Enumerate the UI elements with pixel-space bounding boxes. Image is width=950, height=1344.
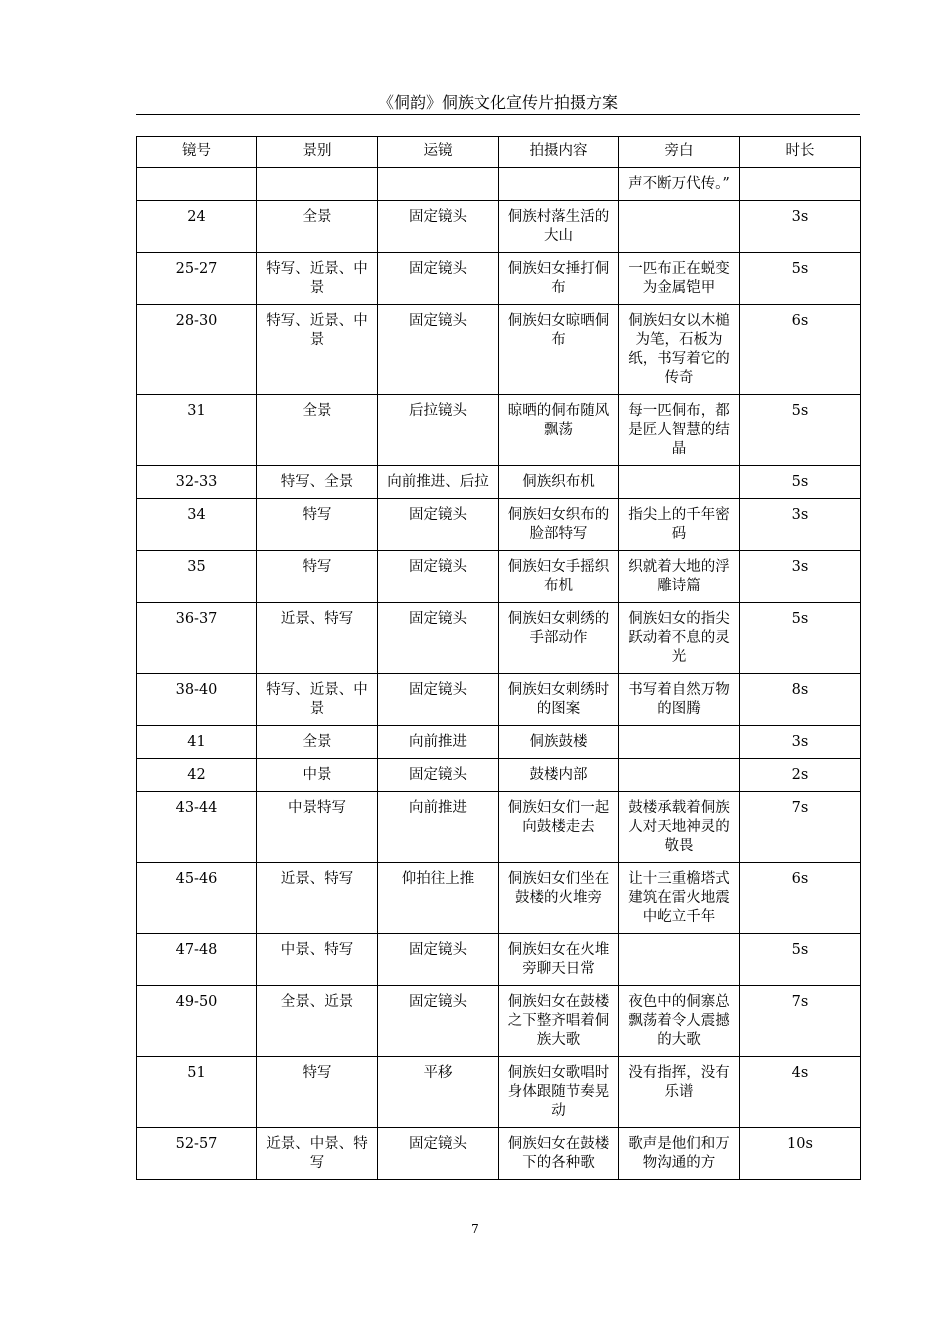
cell-content: 晾晒的侗布随风飘荡 (499, 395, 619, 466)
cell-duration: 7s (740, 792, 861, 863)
cell-content: 侗族妇女们一起向鼓楼走去 (499, 792, 619, 863)
cell-shot-number: 32-33 (137, 466, 257, 499)
cell-narration: 没有指挥，没有乐谱 (619, 1057, 740, 1128)
cell-content: 侗族妇女手摇织布机 (499, 551, 619, 603)
cell-shot-number: 31 (137, 395, 257, 466)
cell-camera-movement: 固定镜头 (378, 934, 499, 986)
column-header-camera-movement: 运镜 (378, 137, 499, 168)
table-row (137, 253, 861, 305)
cell-camera-movement (378, 168, 499, 201)
cell-shot-size: 近景、中景、特写 (257, 1128, 378, 1180)
cell-duration: 3s (740, 551, 861, 603)
cell-duration: 5s (740, 603, 861, 674)
cell-shot-number: 43-44 (137, 792, 257, 863)
cell-content: 侗族妇女捶打侗布 (499, 253, 619, 305)
cell-shot-size: 全景 (257, 726, 378, 759)
cell-camera-movement: 固定镜头 (378, 551, 499, 603)
cell-duration: 10s (740, 1128, 861, 1180)
cell-camera-movement: 向前推进 (378, 792, 499, 863)
cell-content: 侗族妇女刺绣的手部动作 (499, 603, 619, 674)
cell-shot-number: 41 (137, 726, 257, 759)
cell-content: 鼓楼内部 (499, 759, 619, 792)
cell-duration: 6s (740, 863, 861, 934)
table-row (137, 1128, 861, 1180)
table-row (137, 395, 861, 466)
cell-narration: 声不断万代传。” (619, 168, 740, 201)
table-row (137, 986, 861, 1057)
cell-narration (619, 201, 740, 253)
cell-camera-movement: 固定镜头 (378, 674, 499, 726)
cell-narration: 让十三重檐塔式建筑在雷火地震中屹立千年 (619, 863, 740, 934)
cell-duration: 5s (740, 466, 861, 499)
cell-shot-size: 全景、近景 (257, 986, 378, 1057)
cell-content (499, 168, 619, 201)
table-row (137, 305, 861, 395)
cell-narration: 每一匹侗布，都是匠人智慧的结晶 (619, 395, 740, 466)
cell-camera-movement: 固定镜头 (378, 759, 499, 792)
cell-duration (740, 168, 861, 201)
cell-shot-size: 中景 (257, 759, 378, 792)
cell-content: 侗族妇女刺绣时的图案 (499, 674, 619, 726)
column-header-duration: 时长 (740, 137, 861, 168)
cell-shot-size: 近景、特写 (257, 863, 378, 934)
cell-camera-movement: 固定镜头 (378, 201, 499, 253)
table-row (137, 863, 861, 934)
cell-duration: 5s (740, 395, 861, 466)
cell-narration: 指尖上的千年密码 (619, 499, 740, 551)
table-row (137, 934, 861, 986)
cell-narration: 侗族妇女的指尖跃动着不息的灵光 (619, 603, 740, 674)
cell-shot-size: 全景 (257, 201, 378, 253)
cell-content: 侗族村落生活的大山 (499, 201, 619, 253)
table-row (137, 168, 861, 201)
page-number: 7 (471, 1222, 479, 1236)
cell-duration: 3s (740, 201, 861, 253)
cell-camera-movement: 平移 (378, 1057, 499, 1128)
cell-camera-movement: 固定镜头 (378, 603, 499, 674)
table-row (137, 726, 861, 759)
cell-shot-size: 特写 (257, 1057, 378, 1128)
cell-content: 侗族妇女织布的脸部特写 (499, 499, 619, 551)
table-body (137, 168, 861, 1180)
table-row (137, 551, 861, 603)
cell-content: 侗族妇女晾晒侗布 (499, 305, 619, 395)
column-header-content: 拍摄内容 (499, 137, 619, 168)
cell-camera-movement: 向前推进、后拉 (378, 466, 499, 499)
cell-shot-number: 25-27 (137, 253, 257, 305)
cell-narration: 鼓楼承载着侗族人对天地神灵的敬畏 (619, 792, 740, 863)
cell-narration: 侗族妇女以木槌为笔，石板为纸，书写着它的传奇 (619, 305, 740, 395)
table-header-row (137, 137, 861, 168)
cell-camera-movement: 仰拍往上推 (378, 863, 499, 934)
table-row (137, 201, 861, 253)
cell-shot-size: 中景、特写 (257, 934, 378, 986)
cell-camera-movement: 固定镜头 (378, 986, 499, 1057)
cell-narration (619, 759, 740, 792)
cell-narration: 织就着大地的浮雕诗篇 (619, 551, 740, 603)
cell-content: 侗族妇女歌唱时身体跟随节奏晃动 (499, 1057, 619, 1128)
cell-narration (619, 934, 740, 986)
cell-shot-size: 中景特写 (257, 792, 378, 863)
cell-shot-number: 28-30 (137, 305, 257, 395)
cell-duration: 4s (740, 1057, 861, 1128)
shooting-plan-table (136, 136, 861, 1180)
column-header-narration: 旁白 (619, 137, 740, 168)
cell-content: 侗族妇女在鼓楼下的各种歌 (499, 1128, 619, 1180)
cell-content: 侗族织布机 (499, 466, 619, 499)
cell-shot-size: 特写、近景、中景 (257, 305, 378, 395)
cell-duration: 6s (740, 305, 861, 395)
table-row (137, 499, 861, 551)
cell-shot-size: 特写、近景、中景 (257, 253, 378, 305)
cell-camera-movement: 固定镜头 (378, 253, 499, 305)
cell-duration: 3s (740, 499, 861, 551)
cell-narration: 书写着自然万物的图腾 (619, 674, 740, 726)
table-row (137, 1057, 861, 1128)
cell-content: 侗族鼓楼 (499, 726, 619, 759)
cell-shot-size: 特写 (257, 551, 378, 603)
cell-duration: 5s (740, 934, 861, 986)
table-row (137, 792, 861, 863)
cell-shot-number: 42 (137, 759, 257, 792)
cell-narration: 夜色中的侗寨总飘荡着令人震撼的大歌 (619, 986, 740, 1057)
cell-duration: 3s (740, 726, 861, 759)
cell-content: 侗族妇女在鼓楼之下整齐唱着侗族大歌 (499, 986, 619, 1057)
cell-shot-number: 38-40 (137, 674, 257, 726)
cell-shot-number (137, 168, 257, 201)
cell-shot-number: 51 (137, 1057, 257, 1128)
cell-shot-number: 45-46 (137, 863, 257, 934)
cell-narration (619, 466, 740, 499)
cell-content: 侗族妇女在火堆旁聊天日常 (499, 934, 619, 986)
cell-narration: 一匹布正在蜕变为金属铠甲 (619, 253, 740, 305)
cell-shot-size: 特写 (257, 499, 378, 551)
cell-shot-size: 特写、近景、中景 (257, 674, 378, 726)
header-rule (136, 114, 860, 115)
cell-narration: 歌声是他们和万物沟通的方 (619, 1128, 740, 1180)
table-row (137, 603, 861, 674)
table-row (137, 759, 861, 792)
cell-shot-number: 24 (137, 201, 257, 253)
document-header-title: 《侗韵》侗族文化宣传片拍摄方案 (377, 93, 618, 112)
cell-content: 侗族妇女们坐在鼓楼的火堆旁 (499, 863, 619, 934)
cell-camera-movement: 固定镜头 (378, 305, 499, 395)
cell-duration: 7s (740, 986, 861, 1057)
cell-shot-number: 47-48 (137, 934, 257, 986)
cell-shot-number: 52-57 (137, 1128, 257, 1180)
cell-narration (619, 726, 740, 759)
cell-camera-movement: 固定镜头 (378, 499, 499, 551)
cell-shot-size: 全景 (257, 395, 378, 466)
table-row (137, 674, 861, 726)
cell-shot-number: 49-50 (137, 986, 257, 1057)
cell-shot-number: 36-37 (137, 603, 257, 674)
cell-duration: 2s (740, 759, 861, 792)
cell-shot-size: 近景、特写 (257, 603, 378, 674)
cell-shot-size: 特写、全景 (257, 466, 378, 499)
table-row (137, 466, 861, 499)
cell-camera-movement: 固定镜头 (378, 1128, 499, 1180)
cell-duration: 5s (740, 253, 861, 305)
cell-shot-number: 34 (137, 499, 257, 551)
column-header-shot-number: 镜号 (137, 137, 257, 168)
cell-shot-number: 35 (137, 551, 257, 603)
cell-shot-size (257, 168, 378, 201)
cell-duration: 8s (740, 674, 861, 726)
cell-camera-movement: 向前推进 (378, 726, 499, 759)
cell-camera-movement: 后拉镜头 (378, 395, 499, 466)
column-header-shot-size: 景别 (257, 137, 378, 168)
